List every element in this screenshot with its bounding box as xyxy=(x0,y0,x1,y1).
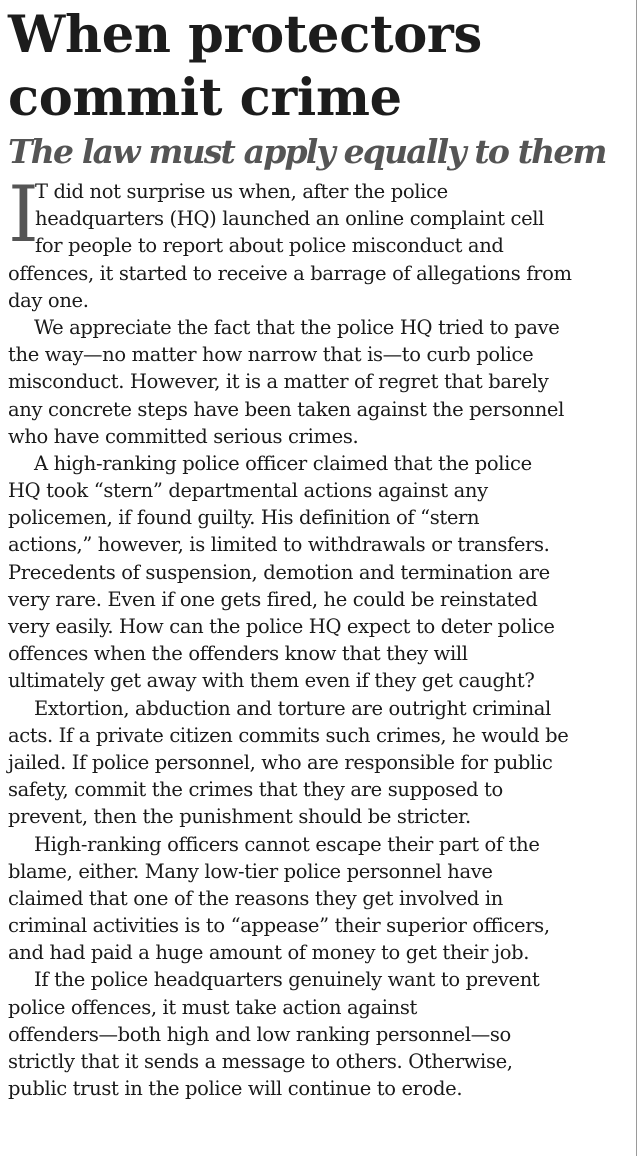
text-line: If the police headquarters genuinely want to prevent xyxy=(34,968,540,992)
text-line: blame, either. Many low-tier police personnel have xyxy=(8,859,493,883)
editorial-article xyxy=(8,0,632,1102)
paragraph xyxy=(8,450,632,695)
headline-line: When protectors xyxy=(8,5,482,65)
text-line: day one. xyxy=(8,288,89,312)
text-line: the way—no matter how narrow that is—to curb police xyxy=(8,343,534,367)
text-line: criminal activities is to “appease” their superior officers, xyxy=(8,914,550,938)
text-line: claimed that one of the reasons they get involved in xyxy=(8,886,503,910)
text-line: headquarters (HQ) launched an online complaint cell xyxy=(35,207,545,231)
text-line: ultimately get away with them even if they get caught? xyxy=(8,669,535,693)
text-line: for people to report about police misconduct and xyxy=(35,234,504,258)
subheadline: The law must apply equally to them xyxy=(8,132,606,171)
text-line: safety, commit the crimes that they are supposed to xyxy=(8,778,503,802)
column-rule xyxy=(636,0,637,1156)
text-line: acts. If a private citizen commits such crimes, he would be xyxy=(8,723,569,747)
text-line: who have committed serious crimes. xyxy=(8,424,359,448)
article-body xyxy=(8,170,632,1102)
paragraph xyxy=(8,695,632,831)
text-line: any concrete steps have been taken against the personnel xyxy=(8,397,564,421)
paragraph xyxy=(8,314,632,450)
text-line: Extortion, abduction and torture are outright criminal xyxy=(34,696,551,720)
text-line: offenders—both high and low ranking personnel—so xyxy=(8,1022,511,1046)
text-line: misconduct. However, it is a matter of regret that barely xyxy=(8,370,549,394)
text-line: A high-ranking police officer claimed that the police xyxy=(34,451,532,475)
headline xyxy=(8,0,632,130)
text-line: public trust in the police will continue to erode. xyxy=(8,1077,463,1101)
text-line: prevent, then the punishment should be stricter. xyxy=(8,805,471,829)
text-line: offences when the offenders know that they will xyxy=(8,642,468,666)
text-line: very easily. How can the police HQ expect to deter police xyxy=(8,615,555,638)
text-line: Precedents of suspension, demotion and termination are xyxy=(8,560,550,584)
text-line: and had paid a huge amount of money to get their job. xyxy=(8,941,530,965)
text-line: police offences, it must take action against xyxy=(8,995,417,1019)
paragraph xyxy=(8,831,632,967)
text-line: actions,” however, is limited to withdrawals or transfers. xyxy=(8,533,550,557)
text-line: policemen, if found guilty. His definition of “stern xyxy=(8,506,480,530)
text-line: T did not surprise us when, after the police xyxy=(35,180,448,203)
headline-line: commit crime xyxy=(8,68,402,128)
text-line: very rare. Even if one gets fired, he could be reinstated xyxy=(8,587,538,611)
drop-cap: I xyxy=(8,170,39,260)
text-line: jailed. If police personnel, who are responsible for public xyxy=(8,750,553,774)
text-line: We appreciate the fact that the police HQ tried to pave xyxy=(34,315,560,339)
text-line: High-ranking officers cannot escape their part of the xyxy=(34,832,540,856)
text-line: strictly that it sends a message to others. Otherwise, xyxy=(8,1050,513,1073)
text-line: offences, it started to receive a barrage of allegations from xyxy=(8,261,572,285)
paragraph xyxy=(8,966,632,1102)
paragraph xyxy=(8,170,632,314)
text-line: HQ took “stern” departmental actions against any xyxy=(8,479,488,503)
